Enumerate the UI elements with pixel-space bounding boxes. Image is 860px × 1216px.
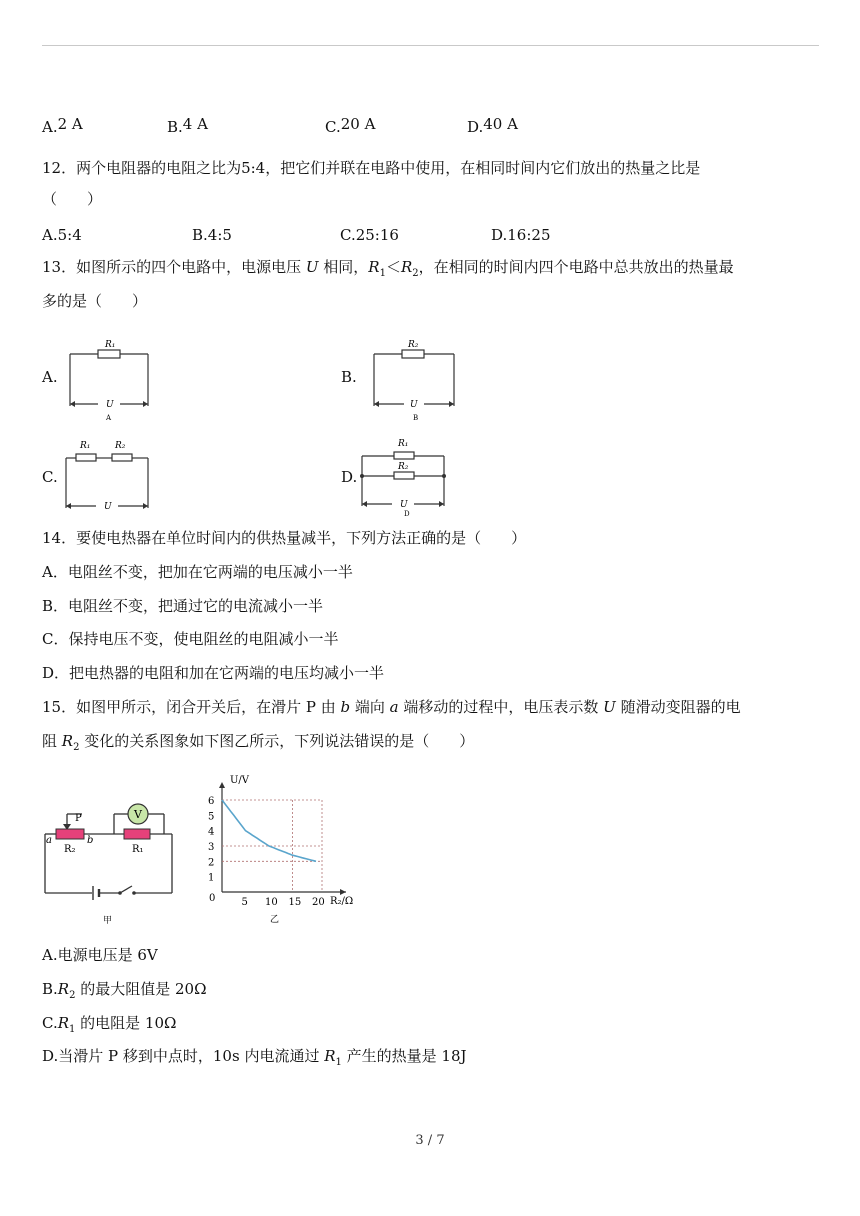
circuit-c-r1: R₁	[80, 441, 91, 451]
graph-xlabel: R₂/Ω	[330, 896, 354, 907]
circuit-d-r2: R₂	[398, 462, 409, 472]
circuit-d-r1: R₁	[398, 439, 409, 449]
graph-ytick-label: 4	[208, 826, 215, 838]
q12-bracket: （ ）	[42, 190, 103, 208]
circuit-jia	[42, 796, 184, 928]
graph-yi	[200, 770, 370, 928]
graph-ytick-label: 6	[208, 796, 215, 807]
page-number: 3 / 7	[415, 1133, 445, 1148]
q14-option-b: B．电阻丝不变，把通过它的电流减小一半	[42, 597, 324, 615]
circuit-a-u: U	[106, 400, 114, 410]
q15-option-a: A.电源电压是 6V	[42, 946, 158, 964]
circuit-d	[358, 432, 450, 518]
q11-option-a: A.2 A	[42, 115, 83, 136]
q15-stem: 15．如图甲所示，闭合开关后，在滑片 P 由 b 端向 a 端移动的过程中，电压表示数 U 随滑动变阻器的电	[42, 698, 741, 716]
q13-stem-line2: 多的是（ ）	[42, 292, 148, 310]
q13-label-c: C.	[42, 468, 58, 486]
graph-x-arrow	[340, 889, 346, 895]
q11-option-c: C.20 A	[325, 115, 376, 136]
circuit-c	[60, 434, 156, 512]
terminal-b-label: b	[87, 835, 94, 846]
q15-stem-line2: 阻 $R_2$ 变化的关系图象如下图乙所示，下列说法错误的是（ ）	[42, 732, 475, 753]
q12-option-c: C.25:16	[340, 226, 399, 244]
graph-ylabel: U/V	[230, 775, 250, 786]
graph-xtick-label: 5	[241, 897, 248, 908]
circuit-jia-caption: 甲	[103, 916, 113, 926]
circuit-b-r2: R₂	[408, 340, 419, 350]
circuit-r1-label: R₁	[132, 844, 144, 855]
circuit-a	[62, 336, 156, 422]
graph-series-line	[222, 800, 316, 861]
q14-option-c: C．保持电压不变，使电阻丝的电阻减小一半	[42, 630, 339, 648]
circuit-d-caption: D	[404, 510, 410, 518]
graph-caption: 乙	[270, 915, 280, 925]
q11-option-b: B.4 A	[167, 115, 208, 136]
graph-ytick-label: 2	[208, 857, 215, 869]
circuit-b-caption: B	[413, 414, 419, 422]
slider-p-label: P	[75, 813, 82, 824]
q15-option-b: $B.R_2$ 的最大阻值是 20Ω	[42, 980, 207, 1001]
circuit-b-u: U	[410, 400, 418, 410]
q13-stem: 13．如图所示的四个电路中，电源电压 U 相同，$R_1<R_2$，在相同的时间内四个电路中总共放出的热量最	[42, 258, 734, 279]
q15-option-c: $C.R_1$ 的电阻是 10Ω	[42, 1014, 177, 1035]
circuit-b	[368, 336, 462, 422]
q12-option-b: B.4:5	[192, 226, 232, 244]
circuit-a-r1: R₁	[105, 340, 116, 350]
circuit-a-caption: A	[106, 414, 112, 422]
q14-option-d: D．把电热器的电阻和加在它两端的电压均减小一半	[42, 664, 385, 682]
voltmeter-label: V	[134, 808, 142, 821]
q13-label-b: B.	[341, 368, 357, 386]
header-rule	[42, 45, 819, 46]
q11-option-d: D.40 A	[467, 115, 518, 136]
graph-ytick-label: 1	[208, 872, 215, 884]
q12-option-d: D.16:25	[491, 226, 551, 244]
graph-xtick-label: 20	[312, 897, 325, 908]
q12-stem: 12．两个电阻器的电阻之比为5:4，把它们并联在电路中使用，在相同时间内它们放出的热量之比是	[42, 159, 701, 177]
graph-origin: 0	[209, 893, 216, 904]
graph-xtick-label: 15	[288, 897, 302, 908]
terminal-a-label: a	[46, 835, 52, 846]
circuit-d-u: U	[400, 500, 408, 510]
circuit-c-r2: R₂	[115, 441, 126, 451]
q14-stem: 14．要使电热器在单位时间内的供热量减半，下列方法正确的是（ ）	[42, 529, 527, 547]
q14-option-a: A．电阻丝不变，把加在它两端的电压减小一半	[42, 563, 353, 581]
circuit-r2-label: R₂	[64, 844, 76, 855]
circuit-c-u: U	[104, 502, 112, 512]
q13-label-a: A.	[42, 368, 58, 386]
graph-ytick-label: 3	[208, 842, 215, 853]
graph-y-arrow	[219, 782, 225, 788]
q13-label-d: D.	[341, 468, 358, 486]
graph-ytick-label: 5	[208, 811, 215, 823]
q12-option-a: A.5:4	[42, 226, 82, 244]
graph-xtick-label: 10	[265, 897, 278, 908]
q15-option-d: D.当滑片 P 移到中点时，10s 内电流通过 $R_1$ 产生的热量是 18J	[42, 1047, 467, 1068]
